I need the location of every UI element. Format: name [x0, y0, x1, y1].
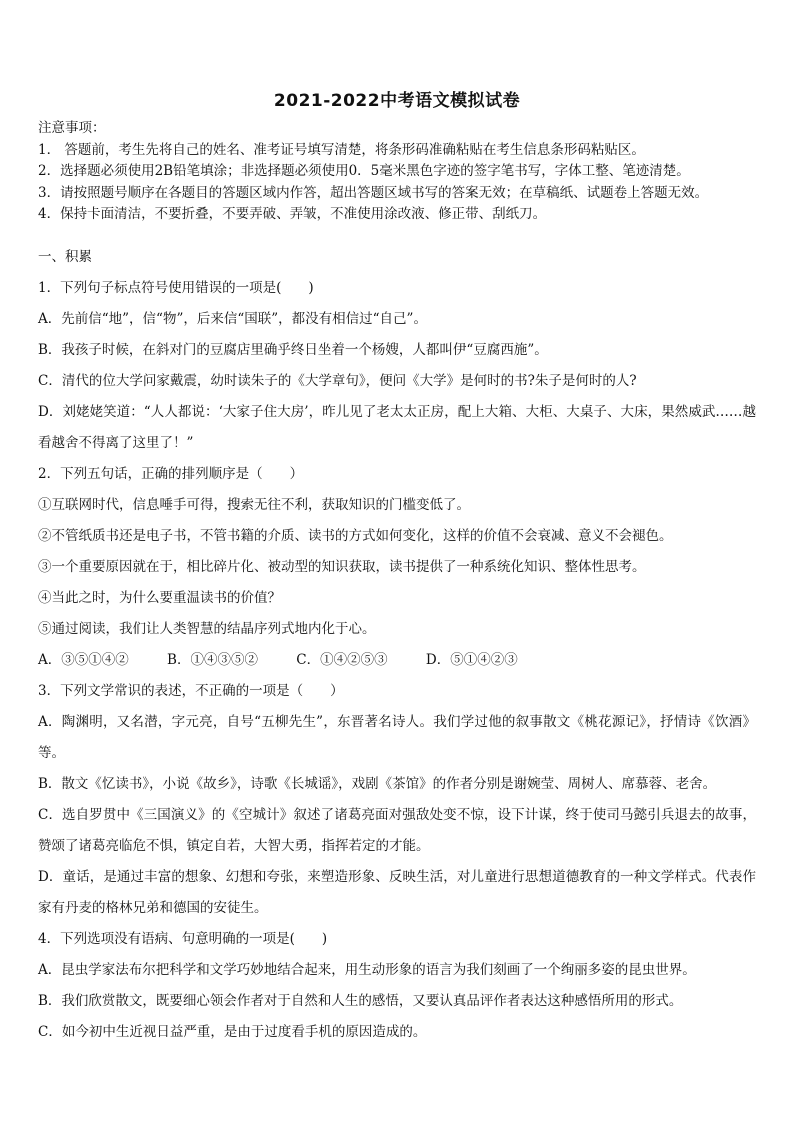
question-2-option-c: C．①④②⑤③ [296, 652, 388, 668]
question-4-option-c: C．如今初中生近视日益严重，是由于过度看手机的原因造成的。 [38, 1024, 427, 1040]
notice-item: 3．请按照题号顺序在各题目的答题区域内作答，超出答题区域书写的答案无效；在草稿纸、试题卷上答题无效。 [38, 184, 709, 201]
question-2-sentence-3: ③一个重要原因就在于，相比碎片化、被动型的知识获取，读书提供了一种系统化知识、整体性思考。 [38, 559, 646, 575]
notice-item: 1． 答题前，考生先将自己的姓名、准考证号填写清楚，将条形码准确粘贴在考生信息条形码粘贴区。 [38, 141, 645, 158]
question-2-sentence-2: ②不管纸质书还是电子书，不管书籍的介质、读书的方式如何变化，这样的价值不会衰减、意义不会褪色。 [38, 528, 673, 544]
question-1-option-d: D．刘姥姥笑道：“人人都说：‘大家子住大房’，昨儿见了老太太正房，配上大箱、大柜、大桌子、大床，果然威武……越看越舍不得离了这里了！” [38, 404, 756, 451]
question-4-option-b: B．我们欣赏散文，既要细心领会作者对于自然和人生的感悟，又要认真品评作者表达这种感悟所用的形式。 [38, 993, 683, 1009]
question-2-stem: 2．下列五句话，正确的排列顺序是（ ） [38, 466, 304, 482]
question-2-choices [38, 645, 756, 676]
question-2-option-a: A．③⑤①④② [38, 652, 129, 668]
question-3-stem: 3．下列文学常识的表述，不正确的一项是（ ） [38, 683, 344, 699]
question-3-option-c: C．选自罗贯中《三国演义》的《空城计》叙述了诸葛亮面对强敌处变不惊，设下计谋，终于使司马懿引兵退去的故事，赞颂了诸葛亮临危不惧，镇定自若，大智大勇，指挥若定的才能。 [38, 807, 756, 854]
questions-body [38, 242, 756, 1048]
question-1-option-a: A．先前信“地”，信“物”，后来信“国联”，都没有相信过“自己”。 [38, 311, 427, 327]
question-4-stem: 4．下列选项没有语病、句意明确的一项是( ) [38, 931, 328, 947]
question-3-option-a: A．陶渊明，又名潜，字元亮，自号“五柳先生”，东晋著名诗人。我们学过他的叙事散文《桃花源记》，抒情诗《饮酒》等。 [38, 714, 756, 761]
question-2-option-b: B．①④③⑤② [167, 652, 258, 668]
question-1-stem: 1．下列句子标点符号使用错误的一项是( ) [38, 280, 314, 296]
question-2-sentence-4: ④当此之时，为什么要重温读书的价值？ [38, 590, 281, 606]
notice-heading: 注意事项： [38, 120, 106, 136]
notice-item: 2．选择题必须使用2B铅笔填涂；非选择题必须使用0．5毫米黑色字迹的签字笔书写，字体工整、笔迹清楚。 [38, 163, 690, 179]
question-3-option-b: B．散文《忆读书》，小说《故乡》，诗歌《长城谣》，戏剧《茶馆》的作者分别是谢婉莹、周树人、席慕蓉、老舍。 [38, 776, 717, 792]
question-2-option-d: D．⑤①④②③ [425, 652, 518, 668]
question-2-sentence-1: ①互联网时代，信息唾手可得，搜索无往不利，获取知识的门槛变低了。 [38, 497, 470, 513]
notice-item: 4．保持卡面清洁，不要折叠，不要弄破、弄皱，不准使用涂改液、修正带、刮纸刀。 [38, 206, 547, 222]
question-3-option-d: D．童话，是通过丰富的想象、幻想和夸张，来塑造形象、反映生活，对儿童进行思想道德教育的一种文学样式。代表作家有丹麦的格林兄弟和德国的安徒生。 [38, 869, 756, 916]
question-1-option-b: B．我孩子时候，在斜对门的豆腐店里确乎终日坐着一个杨嫂，人都叫伊“豆腐西施”。 [38, 342, 548, 358]
section-heading: 一、积累 [38, 249, 92, 265]
question-2-sentence-5: ⑤通过阅读，我们让人类智慧的结晶序列式地内化于心。 [38, 621, 376, 637]
question-4-option-a: A．昆虫学家法布尔把科学和文学巧妙地结合起来，用生动形象的语言为我们刻画了一个绚丽多姿的昆虫世界。 [38, 962, 696, 978]
page-title: 2021-2022中考语文模拟试卷 [273, 91, 521, 111]
notice-block [38, 118, 758, 226]
question-1-option-c: C．清代的位大学问家戴震，幼时读朱子的《大学章句》，便问《大学》是何时的书?朱子是何时的人? [38, 373, 637, 389]
